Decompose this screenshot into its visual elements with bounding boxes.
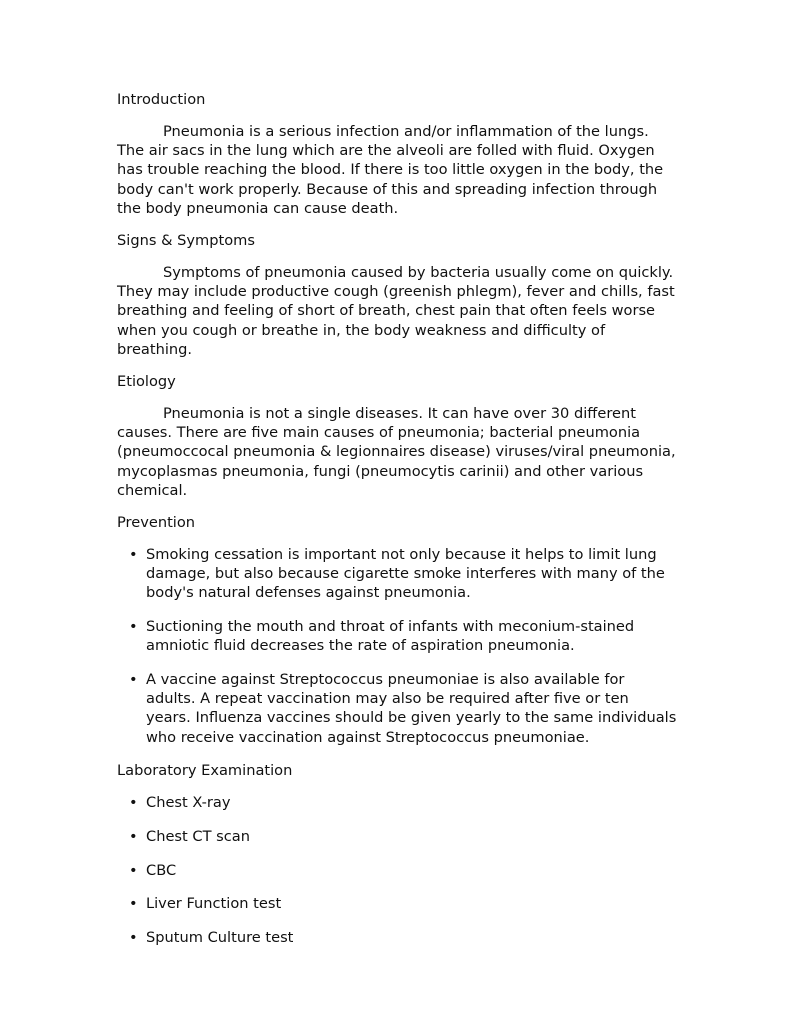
heading-signs-symptoms: Signs & Symptoms: [117, 232, 255, 250]
list-item-text: Smoking cessation is important not only because it helps to limit lung damage, but also because cigarette smoke interferes with many of the body's natural defenses against pneumonia.: [146, 546, 665, 602]
list-item-text: Chest X-ray: [146, 794, 231, 812]
list-item: • CBC: [129, 861, 177, 879]
list-item-text: A vaccine against Streptococcus pneumoniae is also available for adults. A repeat vaccination may also be required after five or ten years. Influenza vaccines should be given yearly to the same individuals who receive vaccination against Streptococcus pneumoniae.: [146, 671, 677, 746]
heading-introduction: Introduction: [117, 91, 206, 108]
list-item: • Chest CT scan: [129, 828, 250, 846]
list-item: • Suctioning the mouth and throat of infants with meconium-stained amniotic fluid decreases the rate of aspiration pneumonia.: [129, 618, 635, 655]
list-item: • Smoking cessation is important not only because it helps to limit lung damage, but also because cigarette smoke interferes with many of the body's natural defenses against pneumonia.: [129, 546, 665, 602]
heading-prevention: Prevention: [117, 514, 196, 532]
paragraph-signs-symptoms: Symptoms of pneumonia caused by bacteria usually come on quickly. They may include productive cough (greenish phlegm), fever and chills, fast breathing and feeling of short of breath, chest pain that often feels worse when you cough or breathe in, the body weakness and difficulty of breathing.: [117, 264, 675, 358]
heading-etiology: Etiology: [117, 373, 176, 391]
list-item: • Liver Function test: [129, 895, 282, 913]
heading-laboratory: Laboratory Examination: [117, 762, 293, 780]
paragraph-introduction: Pneumonia is a serious infection and/or inflammation of the lungs. The air sacs in the lung which are the alveoli are folled with fluid. Oxygen has trouble reaching the blood. If there is too little oxygen in the body, the body can't work properly. Because of this and spreading infection through the body pneumonia can cause death.: [117, 123, 664, 217]
paragraph-etiology: Pneumonia is not a single diseases. It can have over 30 different causes. There are five main causes of pneumonia; bacterial pneumonia (pneumoccocal pneumonia & legionnaires disease) viruses/viral pneumonia, mycoplasmas pneumonia, fungi (pneumocytis carinii) and other various chemical.: [117, 405, 676, 499]
list-item-text: CBC: [146, 861, 177, 879]
list-item-text: Sputum Culture test: [146, 929, 294, 947]
laboratory-list: [117, 793, 677, 947]
list-item-text: Liver Function test: [146, 895, 282, 913]
prevention-list: [117, 545, 677, 747]
list-item: • Sputum Culture test: [129, 929, 294, 947]
document-page: [117, 90, 677, 962]
list-item: • A vaccine against Streptococcus pneumoniae is also available for adults. A repeat vaccination may also be required after five or ten years. Influenza vaccines should be given yearly to the same individuals who receive vaccination against Streptococcus pneumoniae.: [129, 671, 677, 746]
list-item-text: Suctioning the mouth and throat of infants with meconium-stained amniotic fluid decreases the rate of aspiration pneumonia.: [146, 618, 635, 655]
list-item: • Chest X-ray: [129, 794, 231, 812]
list-item-text: Chest CT scan: [146, 828, 250, 846]
